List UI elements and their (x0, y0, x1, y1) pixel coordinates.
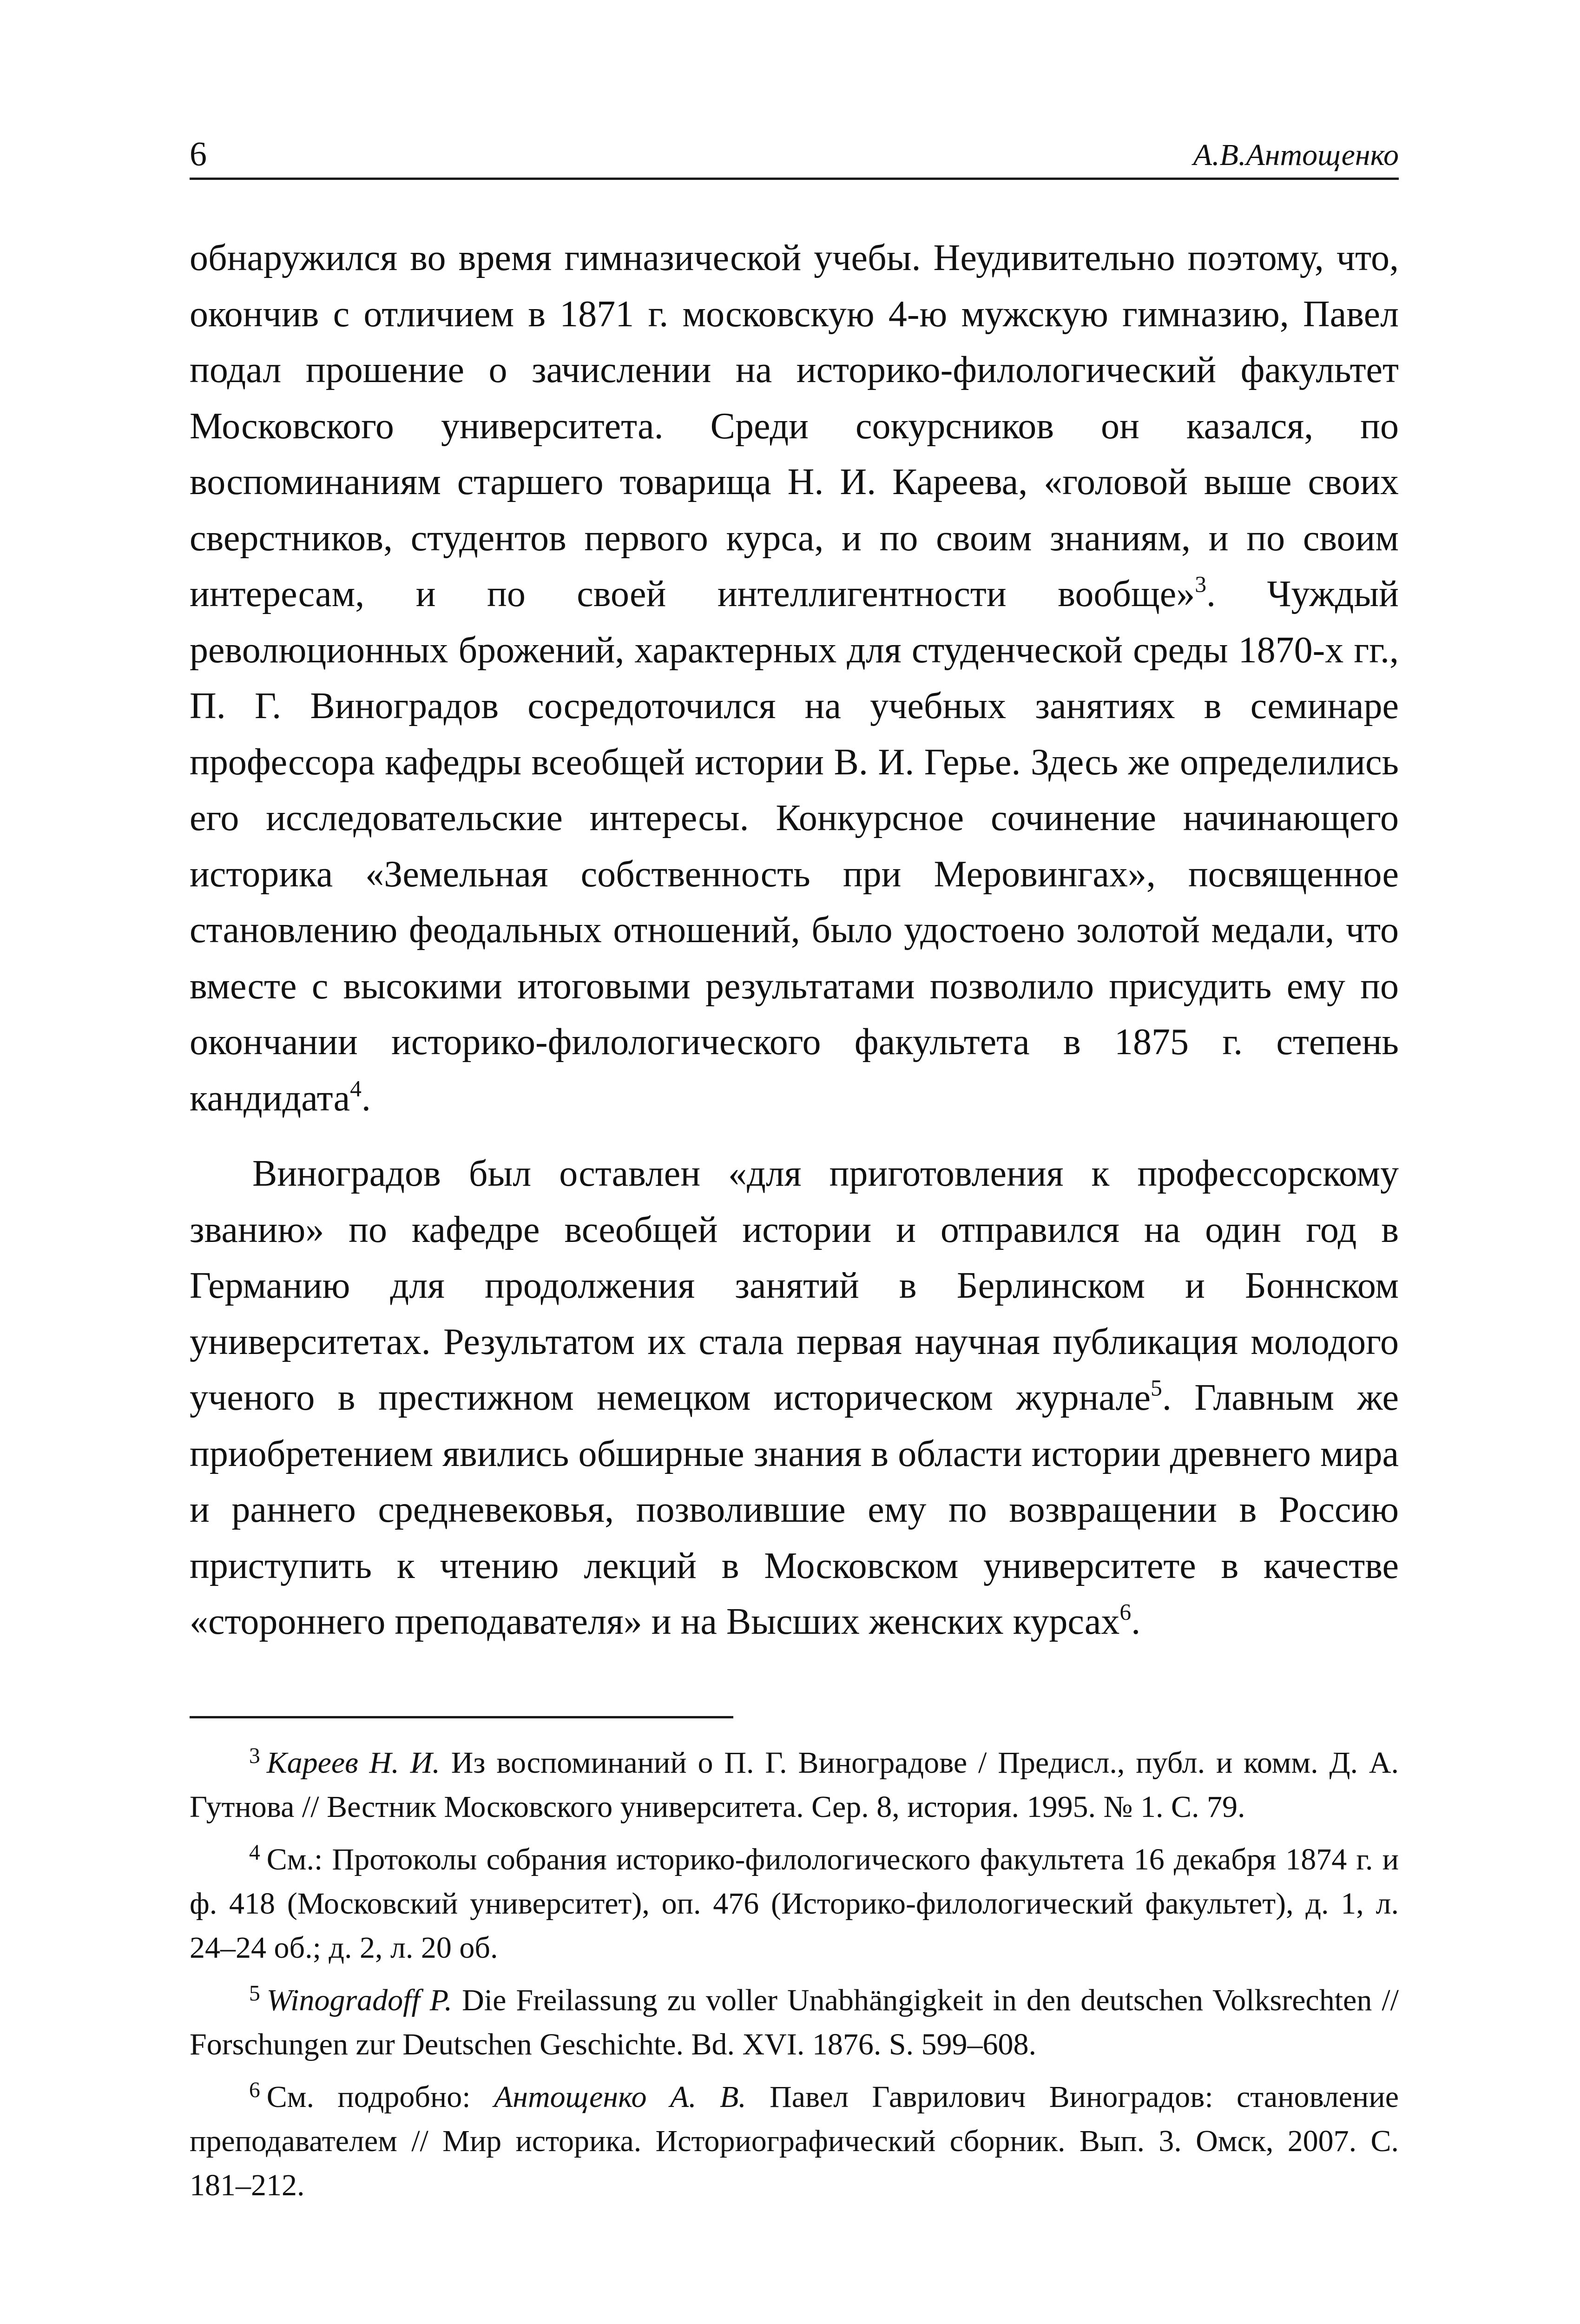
footnote-ref-6: 6 (1119, 1599, 1132, 1625)
footnote-4 (190, 1837, 1399, 1970)
footnote-number: 4 (249, 1840, 260, 1865)
footnote-prefix: См. подробно: (266, 2080, 494, 2114)
paragraph-2 (190, 1146, 1399, 1650)
paragraph-1 (190, 230, 1399, 1126)
paragraph-2-text-a: Виноградов был оставлен «для приготовления к профессорскому званию» по кафедре всеобщей истории и отправился на один год в Германию для продолжения занятий в Берлинском и Боннском университетах. Результатом их стала первая научная публикация молодого ученого в престижном немецком историческом журнале (190, 1153, 1399, 1418)
footnote-text: Из воспоминаний о П. Г. Виноградове / Предисл., публ. и комм. Д. А. Гутнова // Вестник Московского университета. Сер. 8, история. 1995. № 1. С. 79. (190, 1746, 1399, 1824)
footnote-number: 6 (249, 2078, 260, 2102)
footnotes (190, 1741, 1399, 2216)
running-head: А.В.Антощенко (1193, 138, 1399, 172)
footnote-ref-3: 3 (1195, 571, 1207, 597)
paragraph-2-text-c: . (1131, 1601, 1141, 1642)
page-number: 6 (190, 135, 207, 173)
footnote-ref-4: 4 (350, 1075, 362, 1101)
footnote-text: Die Freilassung zu voller Unabhängigkeit in den deutschen Volksrechten // Forschungen zur Deutschen Geschichte. Bd. XVI. 1876. S. 599–608. (190, 1983, 1399, 2061)
footnote-text: См.: Протоколы собрания историко-филологического факультета 16 декабря 1874 г. и ф. 418 (Московский университет), оп. 476 (Историко-филологический факультет), д. 1, л. 24–24 об.; д. 2, л. 20 об. (190, 1842, 1399, 1965)
footnote-separator (190, 1716, 733, 1718)
page-header (190, 126, 1399, 180)
footnote-5 (190, 1978, 1399, 2067)
footnote-author: Кареев Н. И. (266, 1746, 440, 1780)
paragraph-2-text-b: . Главным же приобретением явились обширные знания в области истории древнего мира и раннего средневековья, позволившие ему по возвращении в Россию приступить к чтению лекций в Московском университете в качестве «стороннего преподавателя» и на Высших женских курсах (190, 1377, 1399, 1642)
paragraph-1-text-a: обнаружился во время гимназической учебы. Неудивительно поэтому, что, окончив с отличием в 1871 г. московскую 4-ю мужскую гимназию, Павел подал прошение о зачислении на историко-филологический факультет Московского университета. Среди сокурсников он казался, по воспоминаниям старшего товарища Н. И. Кареева, «головой выше своих сверстников, студентов первого курса, и по своим знаниям, и по своим интересам, и по своей интеллигентности вообще» (190, 238, 1399, 614)
main-text (190, 230, 1399, 1650)
paragraph-1-text-b: . Чуждый революционных брожений, характерных для студенческой среды 1870-х гг., П. Г. Виноградов сосредоточился на учебных занятиях в семинаре профессора кафедры всеобщей истории В. И. Герье. Здесь же определились его исследовательские интересы. Конкурсное сочинение начинающего историка «Земельная собственность при Меровингах», посвященное становлению феодальных отношений, было удостоено золотой медали, что вместе с высокими итоговыми результатами позволило присудить ему по окончании историко-филологического факультета в 1875 г. степень кандидата (190, 574, 1399, 1119)
footnote-number: 5 (249, 1981, 260, 2006)
footnote-text: Павел Гаврилович Виноградов: становление преподавателем // Мир историка. Историографический сборник. Вып. 3. Омск, 2007. С. 181–212. (190, 2080, 1399, 2202)
footnote-author: Winogradoff P. (266, 1983, 453, 2017)
footnote-3 (190, 1741, 1399, 1829)
paragraph-1-text-c: . (361, 1077, 371, 1119)
footnote-ref-5: 5 (1151, 1375, 1162, 1401)
footnote-6 (190, 2075, 1399, 2207)
footnote-author: Антощенко А. В. (494, 2080, 746, 2114)
footnote-number: 3 (249, 1743, 260, 1768)
